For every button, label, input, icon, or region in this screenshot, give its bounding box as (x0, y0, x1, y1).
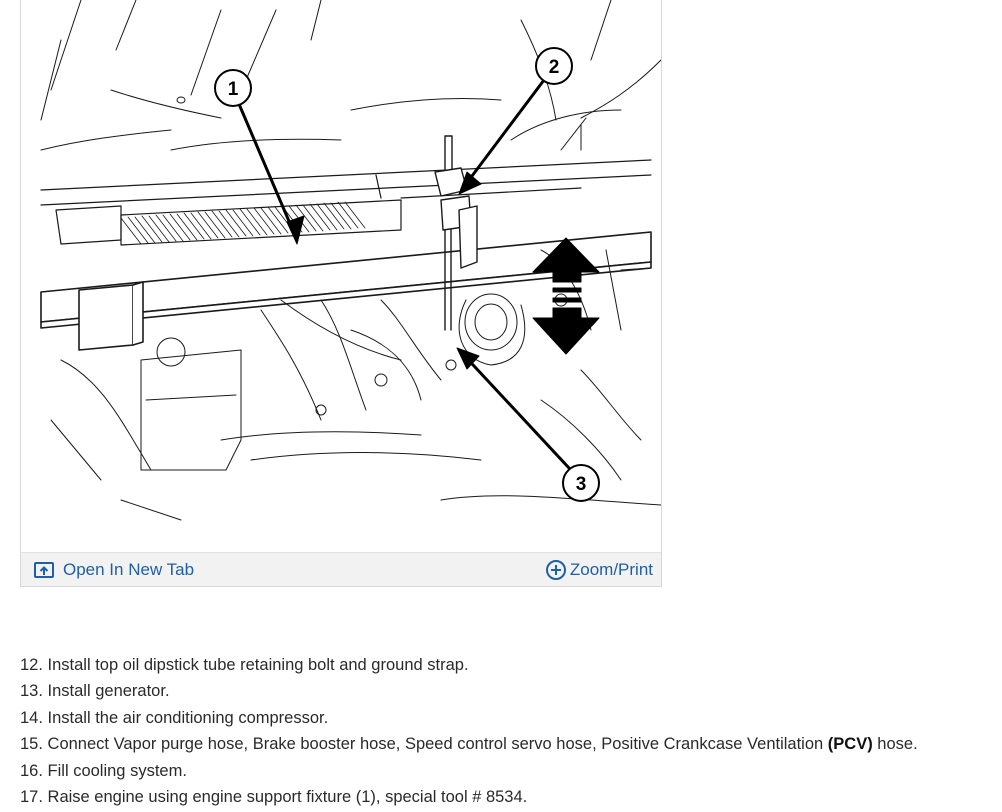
step-item (20, 678, 918, 704)
step-item (20, 731, 918, 757)
callout-2-label: 2 (548, 57, 560, 78)
step-text-tail: hose. (872, 735, 918, 754)
step-item (20, 784, 918, 810)
plus-circle-icon (545, 559, 567, 581)
step-number: 14. (20, 708, 43, 727)
open-in-new-tab-label: Open In New Tab (63, 559, 195, 579)
step-text: Install generator. (47, 682, 170, 701)
figure-toolbar (21, 552, 661, 586)
zoom-print-link[interactable] (545, 553, 653, 586)
zoom-print-label: Zoom/Print (569, 559, 653, 579)
engine-bay-illustration (21, 0, 661, 552)
step-number: 16. (20, 761, 43, 780)
open-in-new-tab-icon (33, 561, 55, 579)
step-item (20, 758, 918, 784)
callout-3-label: 3 (575, 474, 587, 495)
step-number: 12. (20, 656, 43, 674)
support-rod (435, 136, 477, 330)
step-emphasis: (PCV) (827, 735, 873, 754)
cowl-panel (41, 160, 651, 245)
callout-1-label: 1 (227, 79, 239, 100)
step-number: 17. (20, 788, 43, 807)
figure-card (20, 0, 662, 587)
step-number: 13. (20, 682, 43, 701)
step-item (20, 705, 918, 731)
step-text: Install the air conditioning compressor. (47, 708, 329, 727)
step-text: Connect Vapor purge hose, Brake booster hose, Speed control servo hose, Positive Crankcase Ventilation (47, 735, 828, 754)
step-text: Raise engine using engine support fixture (1), special tool # 8534. (47, 788, 528, 807)
step-text: Fill cooling system. (47, 761, 187, 780)
step-text: Install top oil dipstick tube retaining bolt and ground strap. (47, 656, 469, 674)
step-item (20, 652, 918, 678)
open-in-new-tab-link[interactable] (33, 553, 194, 586)
procedure-steps (20, 652, 918, 810)
step-number: 15. (20, 735, 43, 754)
